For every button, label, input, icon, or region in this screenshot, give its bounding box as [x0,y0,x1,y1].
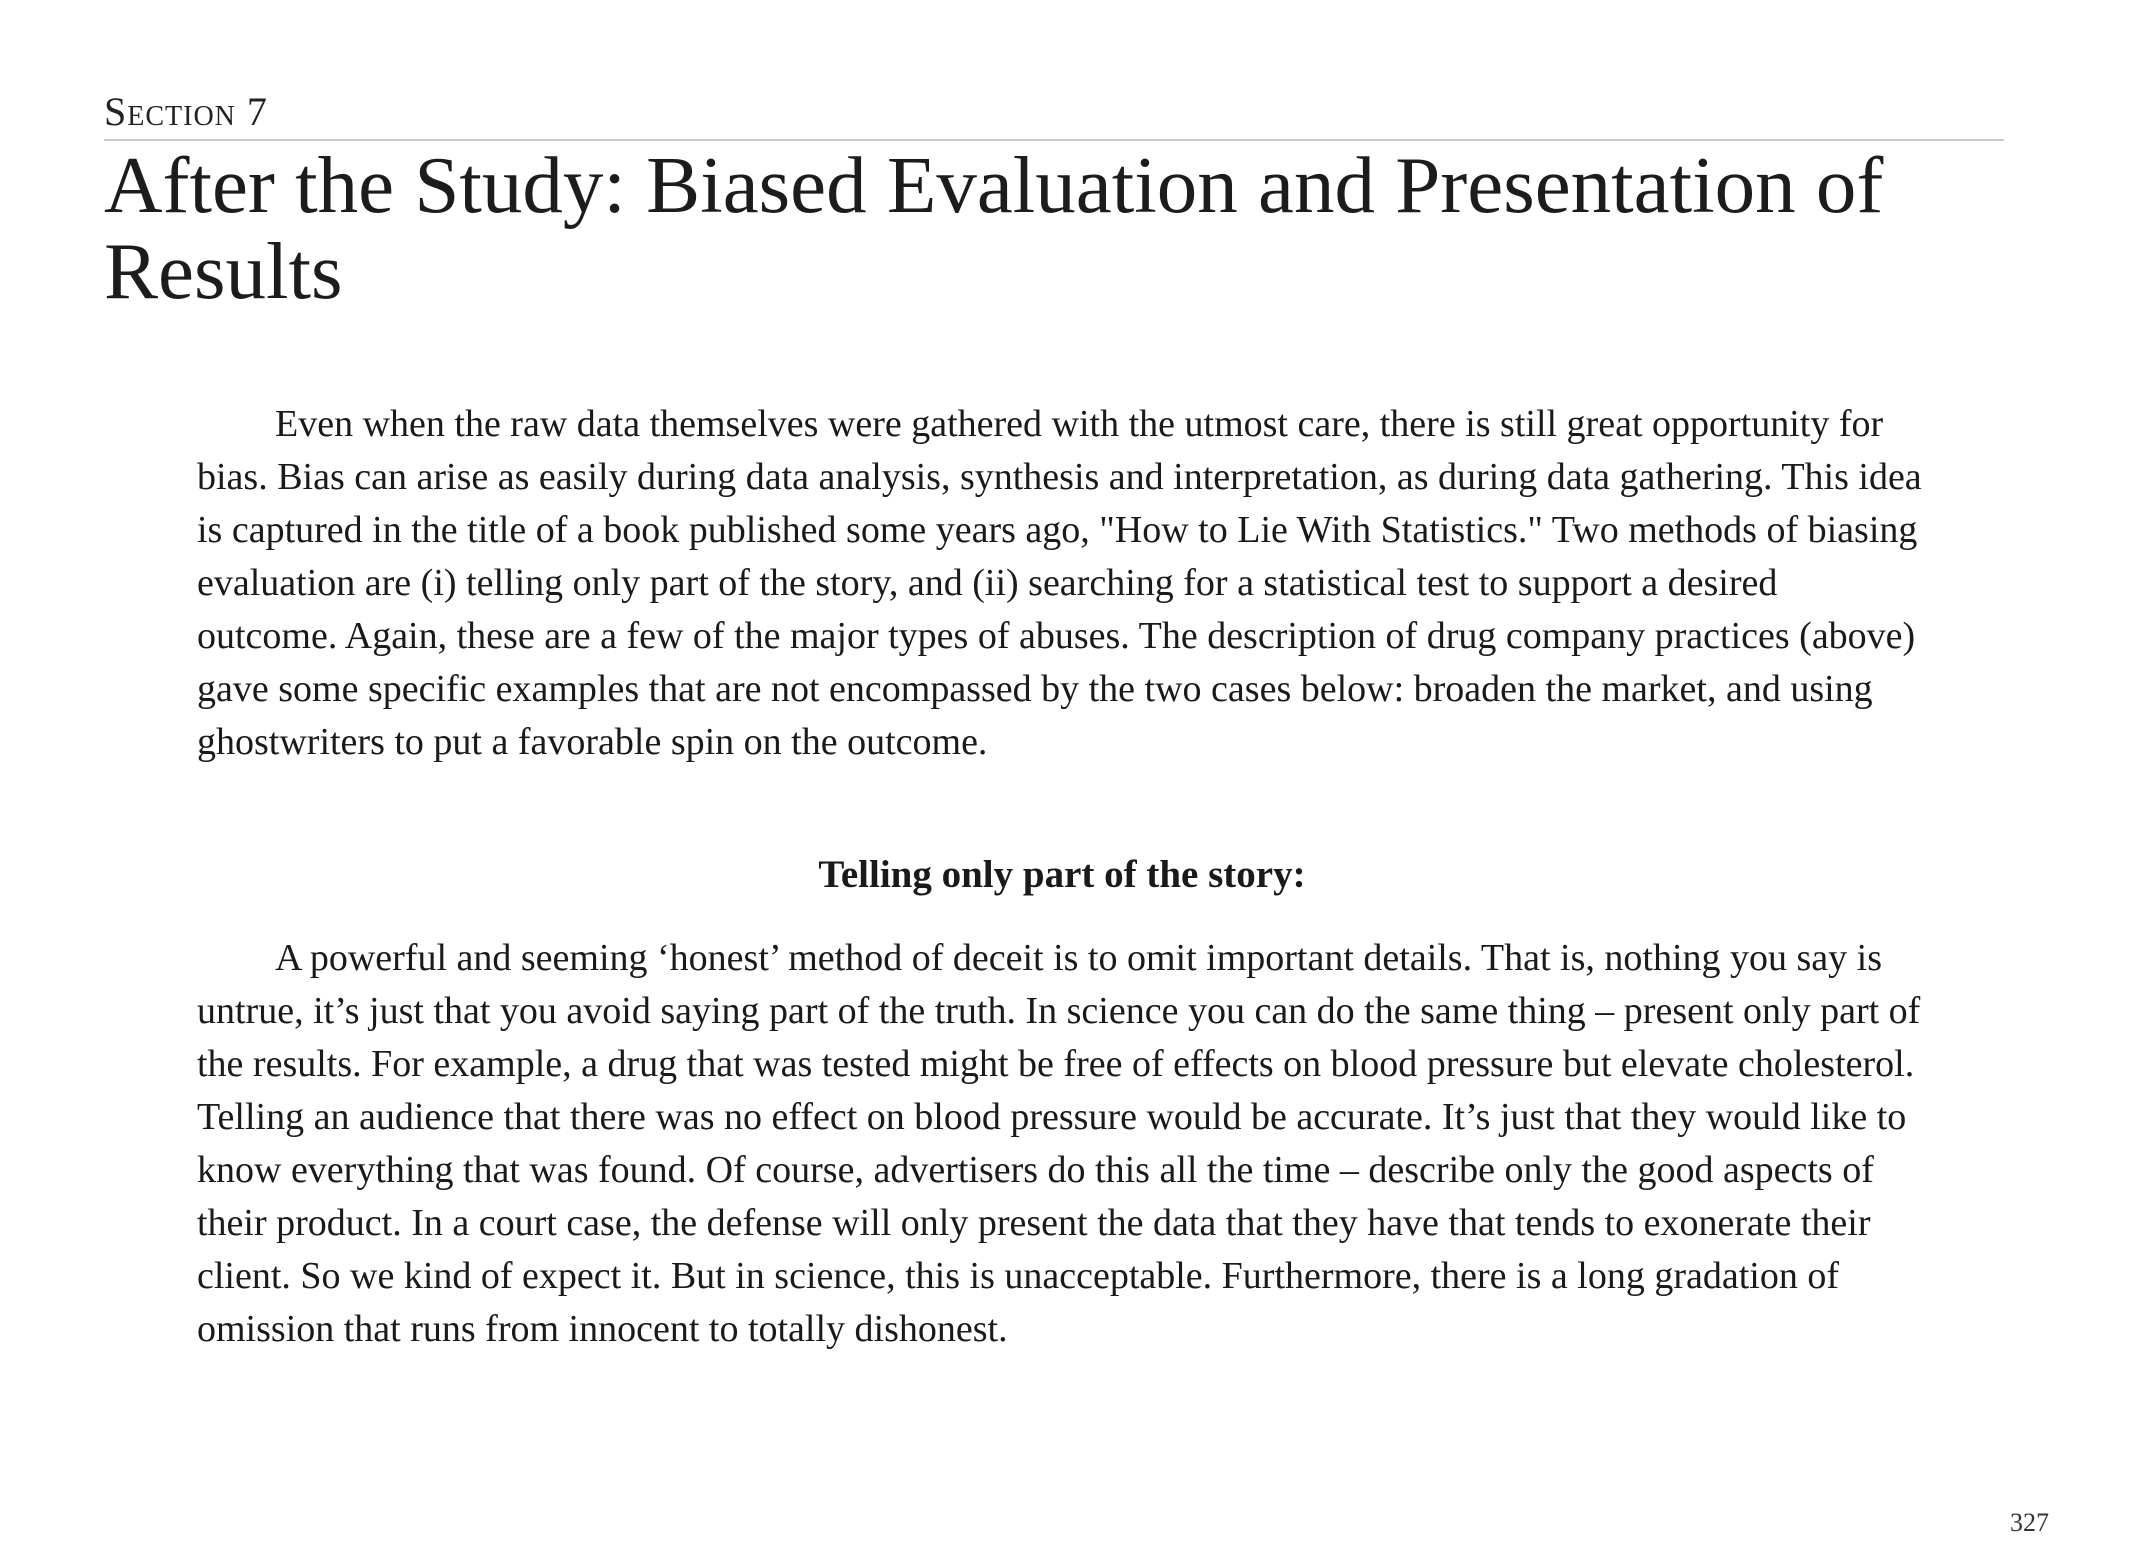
body-paragraph-2: A powerful and seeming ‘honest’ method of deceit is to omit important details. That is, nothing you say is untrue, it’s just that you avoid saying part of the truth. In science you can do the same thing – present only part of the results. For example, a drug that was tested might be free of effects on blood pressure but elevate cholesterol. Telling an audience that there was no effect on blood pressure would be accurate. It’s just that they would like to know everything that was found. Of course, advertisers do this all the time – describe only the good aspects of their product. In a court case, the defense will only present the data that they have that tends to exonerate their client. So we kind of expect it. But in science, this is unacceptable. Furthermore, there is a long gradation of omission that runs from innocent to totally dishonest. [197,937,1921,1350]
body-paragraph-1: Even when the raw data themselves were gathered with the utmost care, there is still great opportunity for bias. Bias can arise as easily during data analysis, synthesis and interpretation, as during data gathering. This idea is captured in the title of a book published some years ago, "How to Lie With Statistics." Two methods of biasing evaluation are (i) telling only part of the story, and (ii) searching for a statistical test to support a desired outcome. Again, these are a few of the major types of abuses. The description of drug company practices (above) gave some specific examples that are not encompassed by the two cases below: broaden the market, and using ghostwriters to put a favorable spin on the outcome. [197,403,1922,763]
section-label: Section 7 [104,89,268,134]
page-title: After the Study: Biased Evaluation and Presentation of Results [104,140,1884,316]
subheading: Telling only part of the story: [818,853,1306,896]
page-number: 327 [2010,1508,2049,1537]
